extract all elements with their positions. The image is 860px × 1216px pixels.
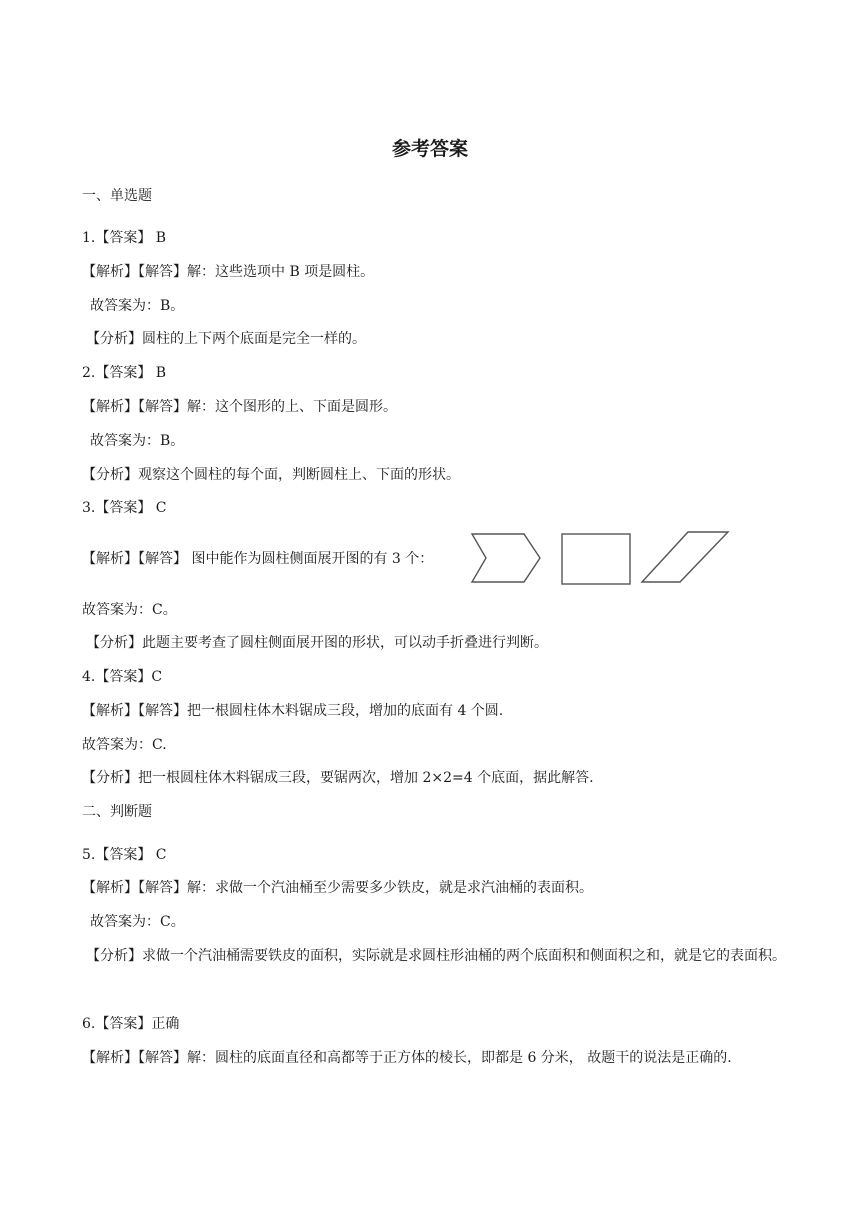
explanation-2: 【分析】观察这个圆柱的每个面，判断圆柱上、下面的形状。 xyxy=(82,467,460,483)
conclusion-4: 故答案为：C. xyxy=(82,737,167,753)
analysis-5: 【解析】【解答】解：求做一个汽油桶至少需要多少铁皮，就是求汽油桶的表面积。 xyxy=(82,880,593,896)
analysis-6: 【解析】【解答】解：圆柱的底面直径和高都等于正方体的棱长，即都是 6 分米， 故题干的说法是正确的. xyxy=(82,1050,732,1066)
answer-6: 6.【答案】正确 xyxy=(82,1016,180,1032)
conclusion-3: 故答案为：C。 xyxy=(82,602,177,618)
analysis-3: 【解析】【解答】 图中能作为圆柱侧面展开图的有 3 个： xyxy=(82,551,434,567)
analysis-2: 【解析】【解答】解：这个图形的上、下面是圆形。 xyxy=(82,399,397,415)
answer-3: 3.【答案】 C xyxy=(82,500,167,516)
conclusion-2: 故答案为：B。 xyxy=(90,433,185,449)
explanation-3: 【分析】此题主要考查了圆柱侧面展开图的形状，可以动手折叠进行判断。 xyxy=(86,635,548,651)
explanation-5: 【分析】求做一个汽油桶需要铁皮的面积，实际就是求圆柱形油桶的两个底面积和侧面积之和，就是它的表面积。 xyxy=(86,948,786,964)
rectangle-shape xyxy=(562,534,630,584)
explanation-1: 【分析】圆柱的上下两个底面是完全一样的。 xyxy=(86,331,366,347)
answer-4: 4.【答案】C xyxy=(82,669,163,685)
page-title: 参考答案 xyxy=(391,138,468,160)
answer-5: 5.【答案】 C xyxy=(82,847,167,863)
analysis-4: 【解析】【解答】把一根圆柱体木料锯成三段，增加的底面有 4 个圆. xyxy=(82,703,504,719)
conclusion-1: 故答案为：B。 xyxy=(90,298,185,314)
section-heading-single-choice: 一、单选题 xyxy=(82,188,152,204)
answer-2: 2.【答案】 B xyxy=(82,365,167,381)
parallelogram-shape xyxy=(642,532,728,582)
answer-1: 1.【答案】 B xyxy=(82,230,167,246)
explanation-4: 【分析】把一根圆柱体木料锯成三段，要锯两次，增加 2×2=4 个底面，据此解答. xyxy=(82,770,594,786)
unfolded-shapes-figure xyxy=(468,528,732,588)
conclusion-5: 故答案为：C。 xyxy=(90,914,185,930)
section-heading-true-false: 二、判断题 xyxy=(82,804,152,820)
chevron-shape xyxy=(472,534,540,582)
analysis-1: 【解析】【解答】解：这些选项中 B 项是圆柱。 xyxy=(82,264,375,280)
